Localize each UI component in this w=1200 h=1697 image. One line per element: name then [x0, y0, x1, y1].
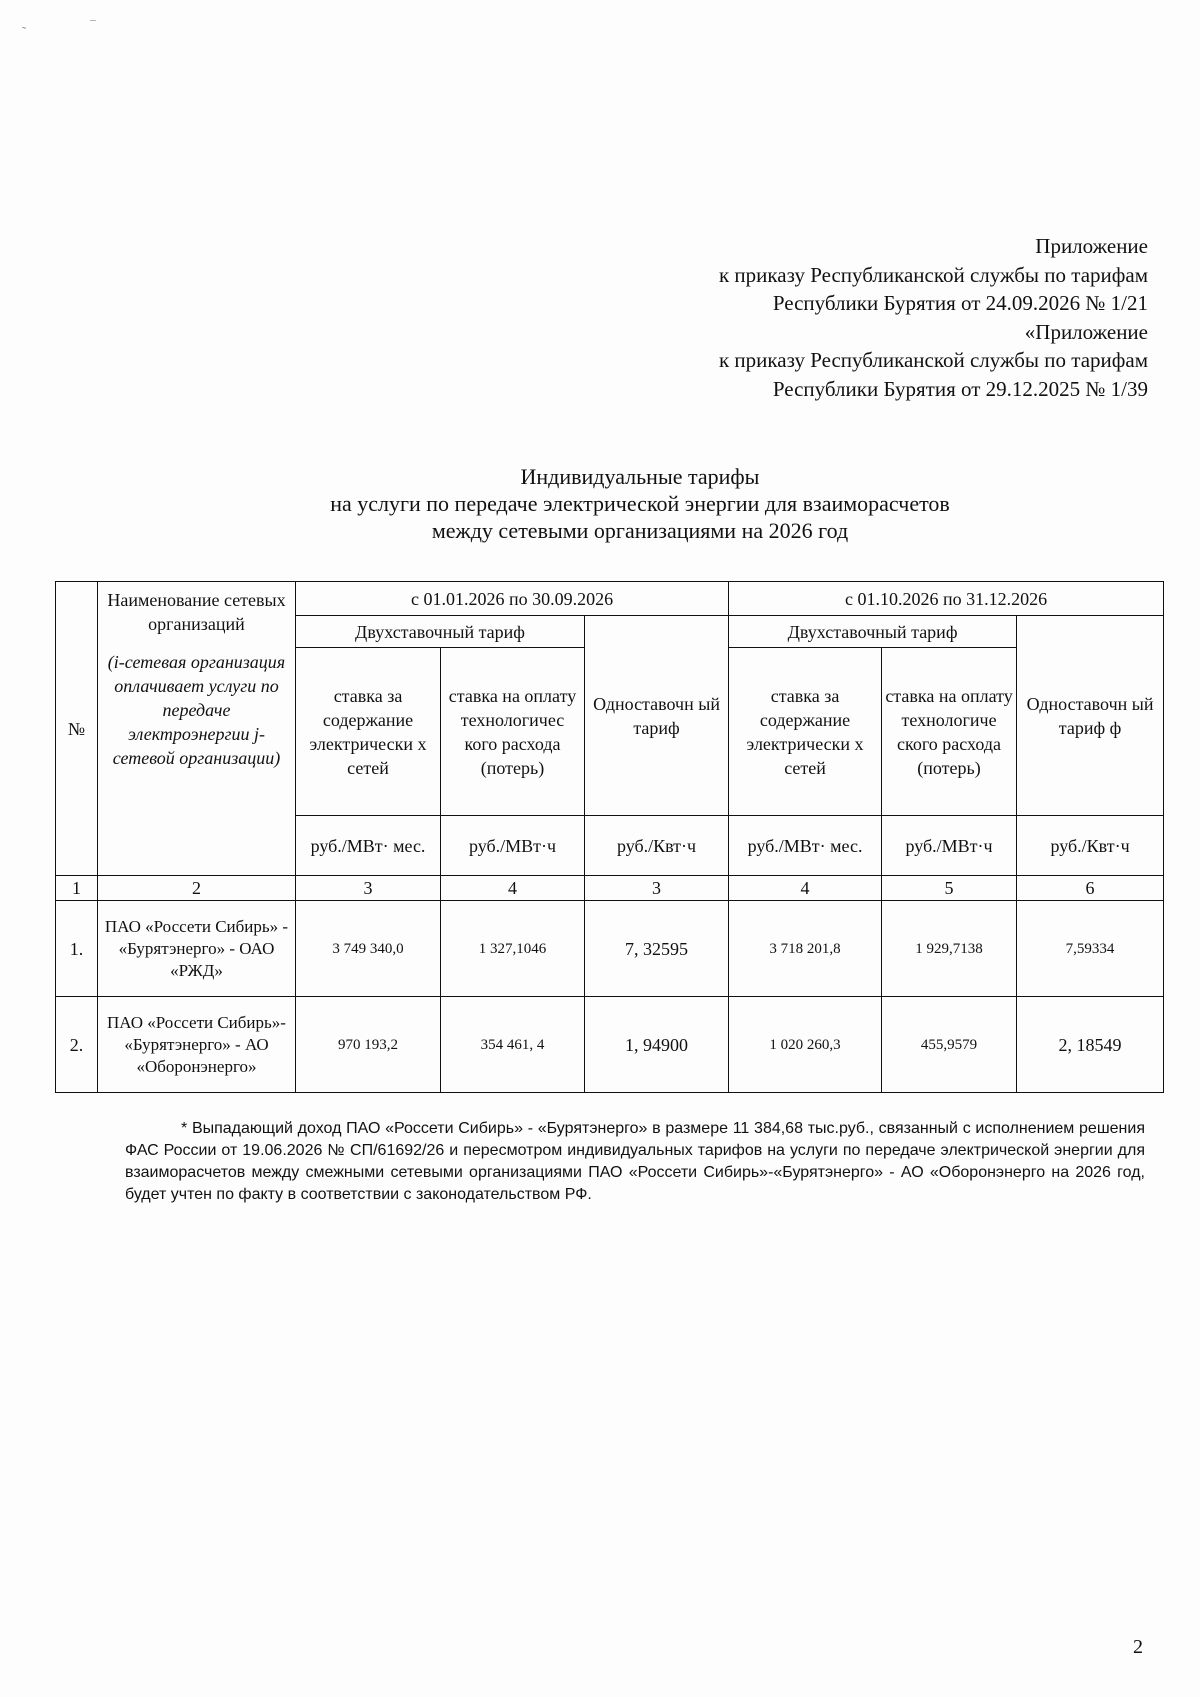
row-value: 2, 18549	[1017, 997, 1164, 1093]
document-title	[0, 463, 1200, 544]
index-cell: 1	[56, 876, 98, 901]
one-rate-header-p2: Одноставочн ый тариф ф	[1017, 616, 1164, 816]
table-row	[56, 901, 1164, 997]
losses-rate-header-p2: ставка на оплату технологиче ского расхода (потерь)	[882, 648, 1017, 816]
period-1-header: с 01.01.2026 по 30.09.2026	[296, 582, 729, 616]
row-value: 1 929,7138	[882, 901, 1017, 997]
row-value: 1 020 260,3	[729, 997, 882, 1093]
maintenance-rate-header-p2: ставка за содержание электрически х сетей	[729, 648, 882, 816]
row-value: 7, 32595	[585, 901, 729, 997]
index-cell: 6	[1017, 876, 1164, 901]
org-header-note: (i-сетевая организация оплачивает услуги по передаче электроэнергии j-сетевой организации)	[107, 652, 286, 768]
title-line: между сетевыми организациями на 2026 год	[431, 518, 849, 543]
index-cell: 4	[729, 876, 882, 901]
header-line: Приложение	[1035, 234, 1148, 258]
one-rate-header-p1: Одноставочн ый тариф	[585, 616, 729, 816]
number-column-header: №	[56, 582, 98, 876]
index-cell: 2	[98, 876, 296, 901]
appendix-header	[588, 232, 1148, 403]
index-cell: 3	[296, 876, 441, 901]
two-rate-header-p2: Двухставочный тариф	[729, 616, 1017, 648]
index-cell: 4	[441, 876, 585, 901]
row-value: 970 193,2	[296, 997, 441, 1093]
unit-cell: руб./Квт·ч	[1017, 816, 1164, 876]
row-value: 1 327,1046	[441, 901, 585, 997]
organization-column-header	[98, 582, 296, 876]
row-organization: ПАО «Россети Сибирь»- «Бурятэнерго» - АО «Оборонэнерго»	[98, 997, 296, 1093]
header-line: к приказу Республиканской службы по тарифам	[718, 262, 1148, 287]
row-value: 354 461, 4	[441, 997, 585, 1093]
unit-cell: руб./МВт· мес.	[729, 816, 882, 876]
period-2-header: с 01.10.2026 по 31.12.2026	[729, 582, 1164, 616]
org-header-name: Наименование сетевых организаций	[107, 590, 286, 634]
tariff-table	[55, 581, 1164, 1093]
header-line: «Приложение	[1024, 319, 1148, 344]
row-value: 1, 94900	[585, 997, 729, 1093]
maintenance-rate-header-p1: ставка за содержание электрически х сетей	[296, 648, 441, 816]
two-rate-header-p1: Двухставочный тариф	[296, 616, 585, 648]
footnote: * Выпадающий доход ПАО «Россети Сибирь» - «Бурятэнерго» в размере 11 384,68 тыс.руб., связанный с исполнением решения ФАС России от 19.06.2026 № СП/61692/26 и пересмотром индивидуальных тарифов на услуги по передаче электрической энергии для взаиморасчетов между смежными сетевыми организациями ПАО «Россети Сибирь»-«Бурятэнерго» - АО «Оборонэнерго на 2026 год, будет учтен по факту в соответствии с законодательством РФ.	[125, 1120, 1145, 1203]
unit-cell: руб./МВт·ч	[441, 816, 585, 876]
unit-cell: руб./Квт·ч	[585, 816, 729, 876]
header-line: Республики Бурятия от 29.12.2025 № 1/39	[772, 376, 1148, 401]
row-value: 455,9579	[882, 997, 1017, 1093]
losses-rate-header-p1: ставка на оплату технологичес кого расхода (потерь)	[441, 648, 585, 816]
index-cell: 5	[882, 876, 1017, 901]
row-value: 3 718 201,8	[729, 901, 882, 997]
header-line: к приказу Республиканской службы по тарифам	[718, 348, 1148, 372]
row-number: 2.	[56, 997, 98, 1093]
title-line: Индивидуальные тарифы	[520, 464, 760, 489]
title-line: на услуги по передаче электрической энергии для взаиморасчетов	[330, 491, 950, 516]
table-row	[56, 997, 1164, 1093]
unit-cell: руб./МВт· мес.	[296, 816, 441, 876]
row-organization: ПАО «Россети Сибирь» - «Бурятэнерго» - ОАО «РЖД»	[98, 901, 296, 997]
row-value: 7,59334	[1017, 901, 1164, 997]
index-cell: 3	[585, 876, 729, 901]
unit-cell: руб./МВт·ч	[882, 816, 1017, 876]
scan-speck: ¯	[90, 18, 96, 32]
page-number: 2	[1133, 1636, 1143, 1658]
header-line: Республики Бурятия от 24.09.2026 № 1/21	[772, 291, 1148, 315]
row-number: 1.	[56, 901, 98, 997]
scan-speck: ˜	[22, 24, 26, 38]
row-value: 3 749 340,0	[296, 901, 441, 997]
